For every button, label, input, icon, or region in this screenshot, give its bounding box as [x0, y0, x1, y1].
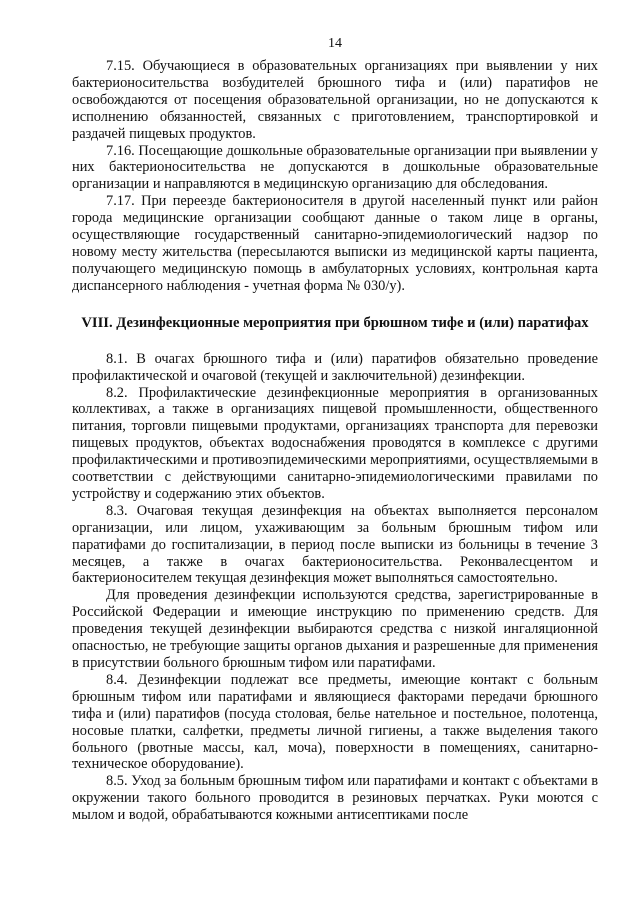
- section-heading-viii: VIII. Дезинфекционные мероприятия при брюшном тифе и (или) паратифах: [81, 314, 589, 331]
- paragraph-8-1: 8.1. В очагах брюшного тифа и (или) паратифов обязательно проведение профилактической и очаговой (текущей и заключительной) дезинфекции.: [72, 350, 598, 384]
- paragraph-7-17: 7.17. При переезде бактерионосителя в другой населенный пункт или район города медицинские организации сообщают данные о таком лице в органы, осуществляющие государственный санитарно-эпидемиологический надзор по новому месту жительства (пересылаются выписки из медицинской карты пациента, получающего медицинскую помощь в амбулаторных условиях, контрольная карта диспансерного наблюдения - учетная форма № 030/у).: [72, 193, 598, 294]
- paragraph-7-15: 7.15. Обучающиеся в образовательных организациях при выявлении у них бактерионосительства возбудителей брюшного тифа и (или) паратифов не освобождаются от посещения образовательной организации, но не допускаются к исполнению обязанностей, связанных с приготовлением, транспортировкой и раздачей пищевых продуктов.: [72, 58, 598, 142]
- paragraph-8-4: 8.4. Дезинфекции подлежат все предметы, имеющие контакт с больным брюшным тифом или паратифами и являющиеся факторами передачи брюшного тифа и (или) паратифов (посуда столовая, белье нательное и постельное, полотенца, носовые платки, салфетки, предметы личной гигиены, а также выделения такого больного (рвотные массы, кал, моча), поверхности в помещениях, санитарно-техническое оборудование).: [72, 671, 598, 773]
- paragraph-8-3: 8.3. Очаговая текущая дезинфекция на объектах выполняется персоналом организации, или лицом, ухаживающим за больным брюшным тифом или паратифами до госпитализации, в период после выписки из больницы в течение 3 месяцев, а также в очагах бактерионосительства. Реконвалесцентом и бактерионосителем текущая дезинфекция может выполняться самостоятельно.: [72, 502, 598, 587]
- paragraph-8-3-disinfectants: Для проведения дезинфекции используются средства, зарегистрированные в Российской Федерации и имеющие инструкцию по применению средств. Для проведения текущей дезинфекции выбираются средства с низкой ингаляционной опасностью, не требующие защиты органов дыхания и разрешенные для применения в присутствии больного брюшным тифом или паратифами.: [72, 587, 598, 671]
- paragraph-8-5: 8.5. Уход за больным брюшным тифом или паратифами и контакт с объектами в окружении такого больного проводится в резиновых перчатках. Руки моются с мылом и водой, обрабатываются кожными антисептиками после: [72, 773, 598, 824]
- paragraph-7-16: 7.16. Посещающие дошкольные образовательные организации при выявлении у них бактерионосительства не допускаются в дошкольные образовательные организации и направляются в медицинскую организацию для обследования.: [72, 142, 598, 193]
- paragraph-8-2: 8.2. Профилактические дезинфекционные мероприятия в организованных коллективах, а также в организациях пищевой промышленности, общественного питания, торговли пищевыми продуктами, организациях транспорта для перевозки пищевых продуктов, объектах водоснабжения проводятся в комплексе с другими профилактическими и противоэпидемическими мероприятиями, осуществляемыми в соответствии с действующими санитарно-эпидемиологическими правилами по устройству и содержанию этих объектов.: [72, 384, 598, 502]
- page-number: 14: [328, 36, 342, 51]
